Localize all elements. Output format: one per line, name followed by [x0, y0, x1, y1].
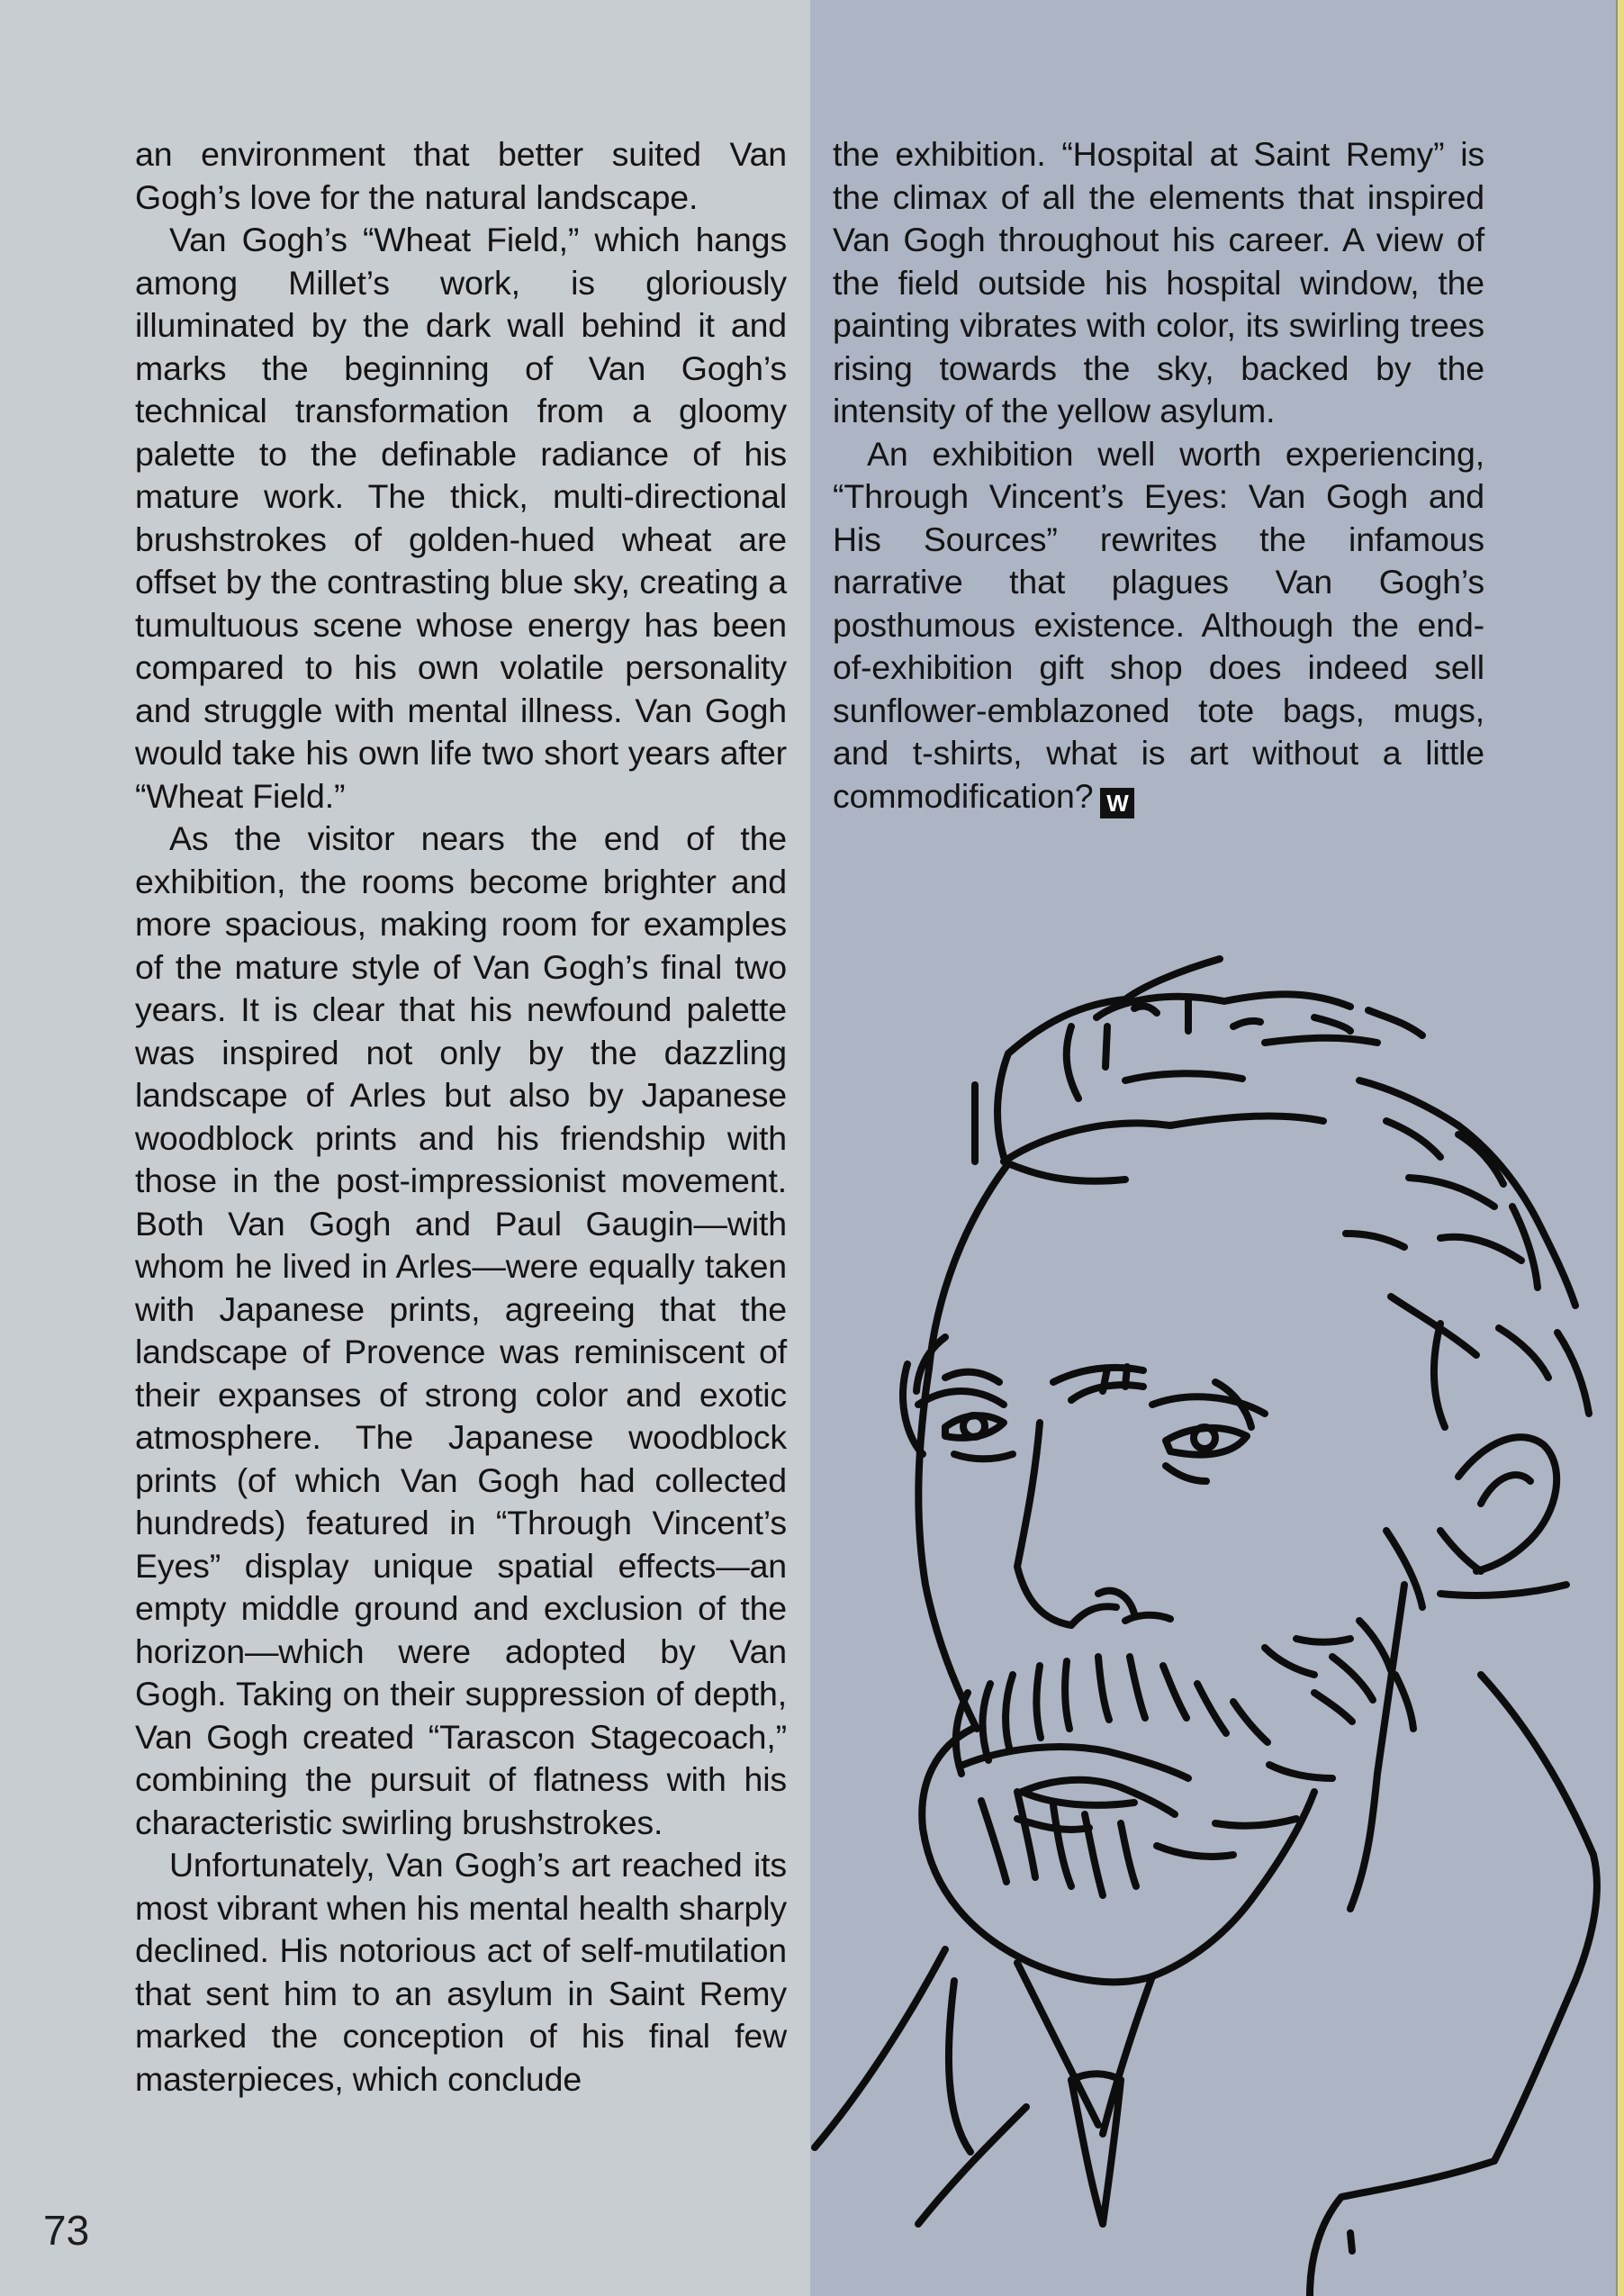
van-gogh-portrait-icon [810, 936, 1616, 2296]
article-left-column [135, 133, 787, 2101]
left-paragraph-3: As the visitor nears the end of the exhibition, the rooms become brighter and more spacious, making room for examples of the mature style of Van Gogh’s final two years. It is clear that his newfound palette was inspired not only by the dazzling landscape of Arles but also by Japanese woodblock prints and his friendship with those in the post-impressionist movement. Both Van Gogh and Paul Gaugin—with whom he lived in Arles—were equally taken with Japanese prints, agreeing that the landscape of Provence was reminiscent of their expanses of strong color and exotic atmosphere. The Japanese woodblock prints (of which Van Gogh had collected hundreds) featured in “Through Vincent’s Eyes” display unique spatial effects—an empty middle ground and exclusion of the horizon—which were adopted by Van Gogh. Taking on their suppression of depth, Van Gogh created “Tarascon Stagecoach,” combining the pursuit of flatness with his characteristic swirling brushstrokes. [135, 819, 787, 1841]
mustache [963, 1747, 1188, 1778]
left-eyebrow [918, 1391, 1004, 1405]
collar [1017, 1963, 1098, 2125]
right-paragraph-2-text: An exhibition well worth experiencing, “Through Vincent’s Eyes: Van Gogh and His Sources” rewrites the infamous narrative that plagues Van Gogh’s posthumous existence. Although the end-of-exhibition gift shop does indeed sell sunflower-emblazoned tote bags, mugs, and t-shirts, what is art without a little commodification? [833, 434, 1484, 815]
left-shoulder [815, 1949, 945, 2147]
right-paragraph-2 [833, 433, 1484, 818]
left-paragraph-1: an environment that better suited Van Gogh’s love for the natural landscape. [135, 135, 787, 216]
page-edge-stripe [1616, 0, 1624, 2296]
left-paragraph-2: Van Gogh’s “Wheat Field,” which hangs among Millet’s work, is gloriously illuminated by the dark wall behind it and marks the beginning of Van Gogh’s technical transformation from a gloomy palette to the definable radiance of his mature work. The thick, multi-directional brushstrokes of golden-hued wheat are offset by the contrasting blue sky, creating a tumultuous scene whose energy has been compared to his own volatile personality and struggle with mental illness. Van Gogh would take his own life two short years after “Wheat Field.” [135, 221, 787, 815]
right-page-panel [810, 0, 1616, 2296]
end-of-article-mark: W [1100, 788, 1134, 818]
page-number: 73 [43, 2207, 90, 2254]
left-paragraph-4: Unfortunately, Van Gogh’s art reached its most vibrant when his mental health sharply declined. His notorious act of self-mutilation that sent him to an asylum in Saint Remy marked the conception of his final few masterpieces, which conclude [135, 1846, 787, 2098]
nose [1017, 1423, 1071, 1625]
left-page-panel [0, 0, 810, 2296]
right-paragraph-1: the exhibition. “Hospital at Saint Remy” is the climax of all the elements that inspired Van Gogh throughout his career. A view of the field outside his hospital window, the painting vibrates with color, its swirling trees rising towards the sky, backed by the intensity of the yellow asylum. [833, 135, 1484, 429]
right-shoulder [1481, 1675, 1597, 2161]
ear [1458, 1437, 1556, 1571]
article-right-column [833, 133, 1484, 818]
